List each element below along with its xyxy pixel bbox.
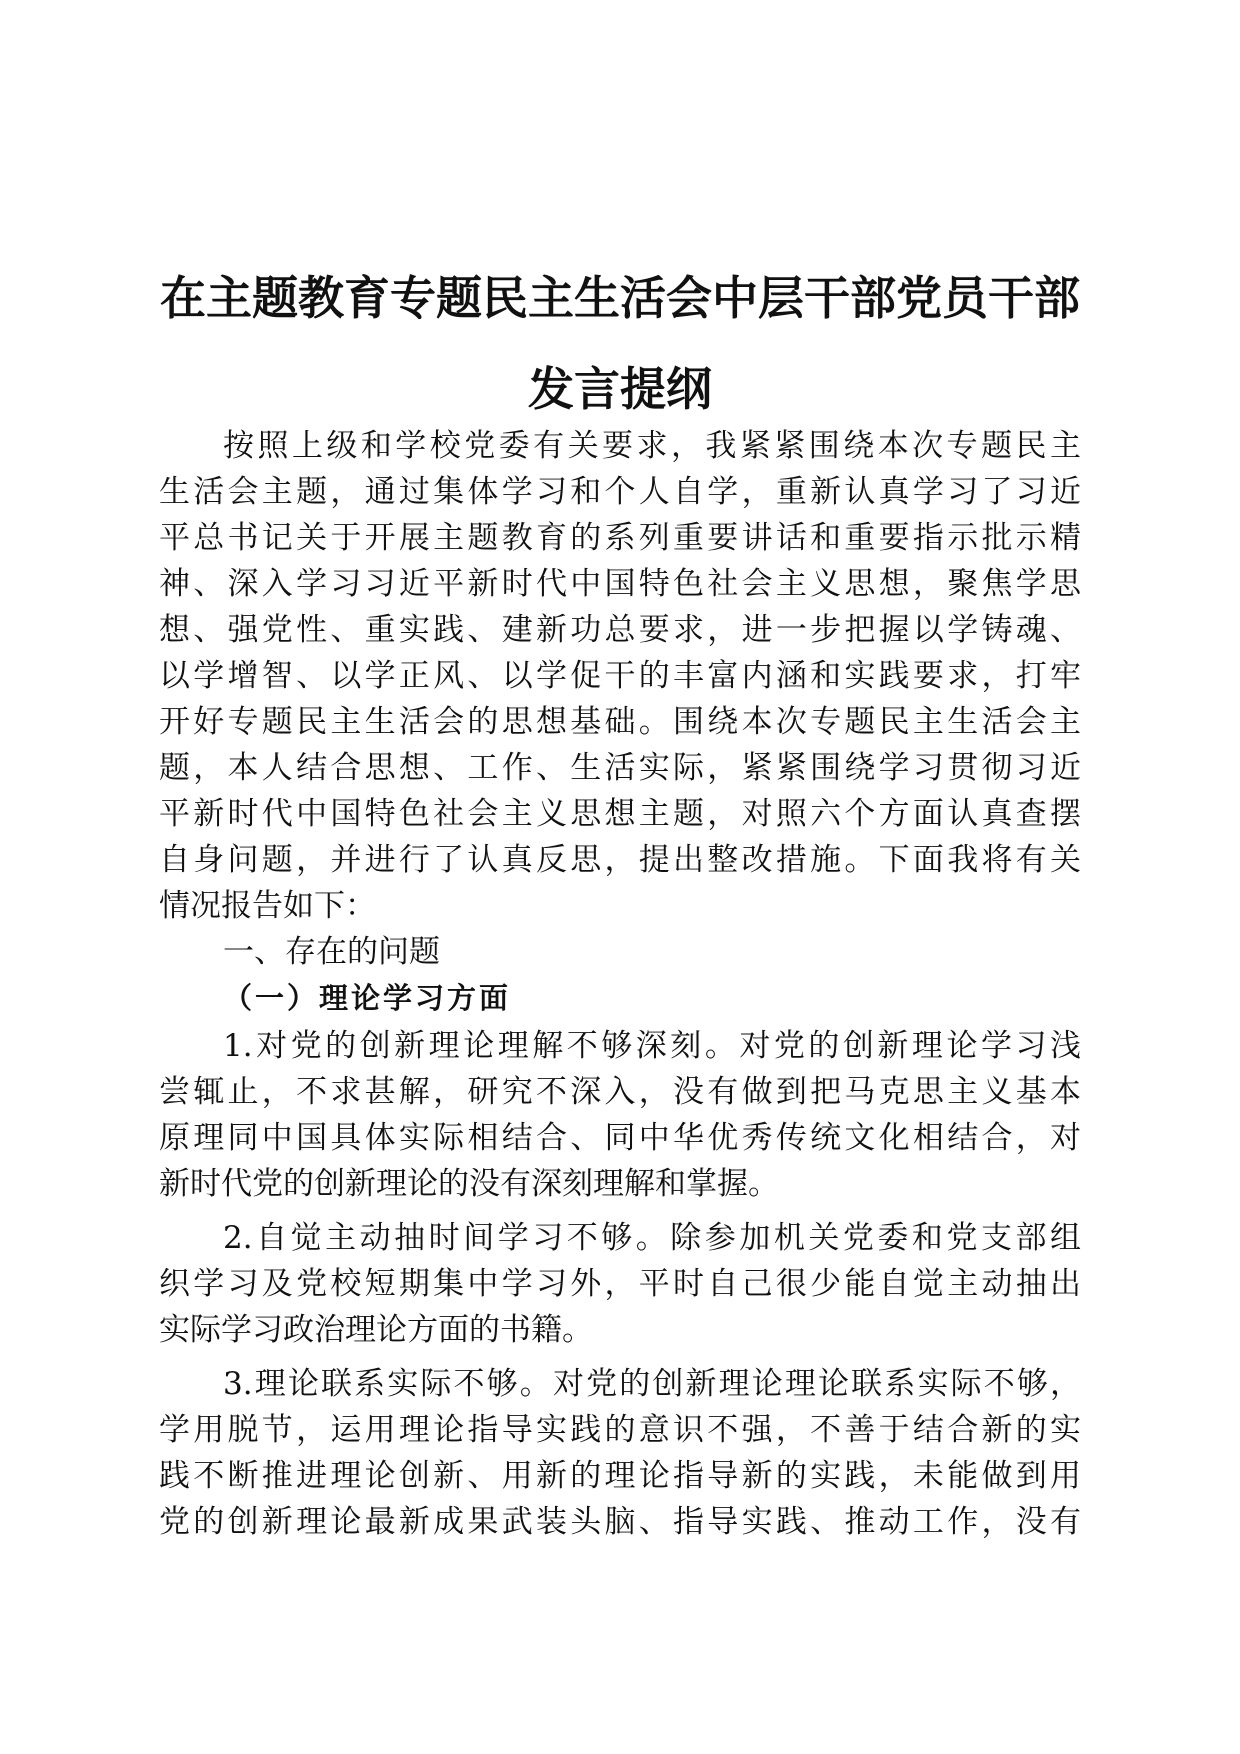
document-title-line-2: 发言提纲 <box>528 362 712 416</box>
section-heading: 一、存在的问题 <box>223 934 440 970</box>
item-1-line: 新时代党的创新理论的没有深刻理解和掌握。 <box>159 1166 779 1202</box>
item-3-line: 3.理论联系实际不够。对党的创新理论理论联系实际不够， <box>223 1366 1081 1402</box>
intro-line: 自身问题，并进行了认真反思，提出整改措施。下面我将有关 <box>159 842 1081 878</box>
intro-line: 想、强党性、重实践、建新功总要求，进一步把握以学铸魂、 <box>159 612 1081 648</box>
item-2-line: 2.自觉主动抽时间学习不够。除参加机关党委和党支部组 <box>223 1220 1081 1256</box>
intro-line: 开好专题民主生活会的思想基础。围绕本次专题民主生活会主 <box>159 704 1081 740</box>
intro-line: 生活会主题，通过集体学习和个人自学，重新认真学习了习近 <box>159 474 1081 510</box>
intro-line: 按照上级和学校党委有关要求，我紧紧围绕本次专题民主 <box>223 428 1081 464</box>
item-1-line: 原理同中国具体实际相结合、同中华优秀传统文化相结合，对 <box>159 1120 1081 1156</box>
intro-line: 平新时代中国特色社会主义思想主题，对照六个方面认真查摆 <box>159 796 1081 832</box>
subsection-heading: （一）理论学习方面 <box>223 981 512 1015</box>
document-title-line-1: 在主题教育专题民主生活会中层干部党员干部 <box>160 271 1080 325</box>
item-3-line: 党的创新理论最新成果武装头脑、指导实践、推动工作，没有 <box>159 1504 1081 1540</box>
item-3-line: 践不断推进理论创新、用新的理论指导新的实践，未能做到用 <box>159 1458 1081 1494</box>
item-2-line: 织学习及党校短期集中学习外，平时自己很少能自觉主动抽出 <box>159 1266 1081 1302</box>
item-2-line: 实际学习政治理论方面的书籍。 <box>159 1312 593 1348</box>
intro-line: 神、深入学习习近平新时代中国特色社会主义思想，聚焦学思 <box>159 566 1081 602</box>
item-3-line: 学用脱节，运用理论指导实践的意识不强，不善于结合新的实 <box>159 1412 1081 1448</box>
intro-line: 情况报告如下： <box>159 888 376 924</box>
intro-line: 以学增智、以学正风、以学促干的丰富内涵和实践要求，打牢 <box>159 658 1081 694</box>
intro-line: 平总书记关于开展主题教育的系列重要讲话和重要指示批示精 <box>159 520 1081 556</box>
item-1-line: 尝辄止，不求甚解，研究不深入，没有做到把马克思主义基本 <box>159 1074 1081 1110</box>
intro-line: 题，本人结合思想、工作、生活实际，紧紧围绕学习贯彻习近 <box>159 750 1081 786</box>
item-1-line: 1.对党的创新理论理解不够深刻。对党的创新理论学习浅 <box>223 1028 1081 1064</box>
